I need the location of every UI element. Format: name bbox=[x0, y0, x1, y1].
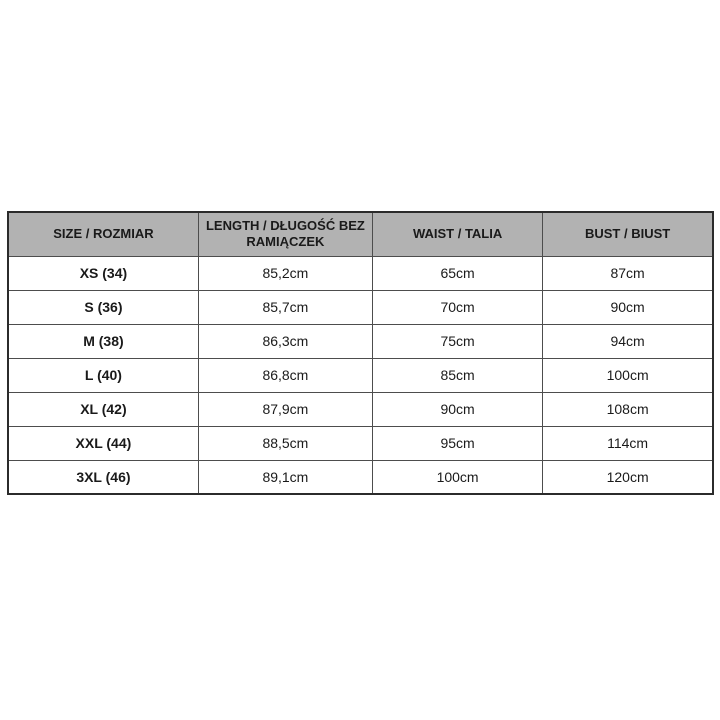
table-row bbox=[8, 256, 713, 290]
table-row bbox=[8, 290, 713, 324]
table-row bbox=[8, 460, 713, 494]
table-row bbox=[8, 324, 713, 358]
cell-waist: 65cm bbox=[372, 256, 542, 290]
header-row bbox=[8, 212, 713, 256]
header-bust: BUST / BIUST bbox=[543, 212, 713, 256]
size-chart-table bbox=[7, 211, 714, 495]
header-waist: WAIST / TALIA bbox=[372, 212, 542, 256]
cell-waist: 100cm bbox=[372, 460, 542, 494]
cell-size: XS (34) bbox=[8, 256, 198, 290]
cell-bust: 108cm bbox=[543, 392, 713, 426]
cell-bust: 87cm bbox=[543, 256, 713, 290]
cell-bust: 120cm bbox=[543, 460, 713, 494]
cell-waist: 95cm bbox=[372, 426, 542, 460]
cell-length: 85,2cm bbox=[198, 256, 372, 290]
cell-bust: 114cm bbox=[543, 426, 713, 460]
size-chart-header bbox=[8, 212, 713, 256]
cell-length: 88,5cm bbox=[198, 426, 372, 460]
cell-size: XL (42) bbox=[8, 392, 198, 426]
table-row bbox=[8, 358, 713, 392]
size-chart-container bbox=[7, 211, 714, 495]
cell-waist: 85cm bbox=[372, 358, 542, 392]
cell-waist: 75cm bbox=[372, 324, 542, 358]
cell-bust: 94cm bbox=[543, 324, 713, 358]
size-chart-body bbox=[8, 256, 713, 494]
cell-size: S (36) bbox=[8, 290, 198, 324]
cell-length: 86,3cm bbox=[198, 324, 372, 358]
header-length: LENGTH / DŁUGOŚĆ BEZ RAMIĄCZEK bbox=[198, 212, 372, 256]
cell-length: 87,9cm bbox=[198, 392, 372, 426]
cell-size: XXL (44) bbox=[8, 426, 198, 460]
cell-size: M (38) bbox=[8, 324, 198, 358]
cell-size: 3XL (46) bbox=[8, 460, 198, 494]
cell-length: 85,7cm bbox=[198, 290, 372, 324]
cell-bust: 100cm bbox=[543, 358, 713, 392]
cell-length: 86,8cm bbox=[198, 358, 372, 392]
cell-size: L (40) bbox=[8, 358, 198, 392]
cell-waist: 70cm bbox=[372, 290, 542, 324]
cell-bust: 90cm bbox=[543, 290, 713, 324]
cell-waist: 90cm bbox=[372, 392, 542, 426]
cell-length: 89,1cm bbox=[198, 460, 372, 494]
header-size: SIZE / ROZMIAR bbox=[8, 212, 198, 256]
table-row bbox=[8, 426, 713, 460]
table-row bbox=[8, 392, 713, 426]
